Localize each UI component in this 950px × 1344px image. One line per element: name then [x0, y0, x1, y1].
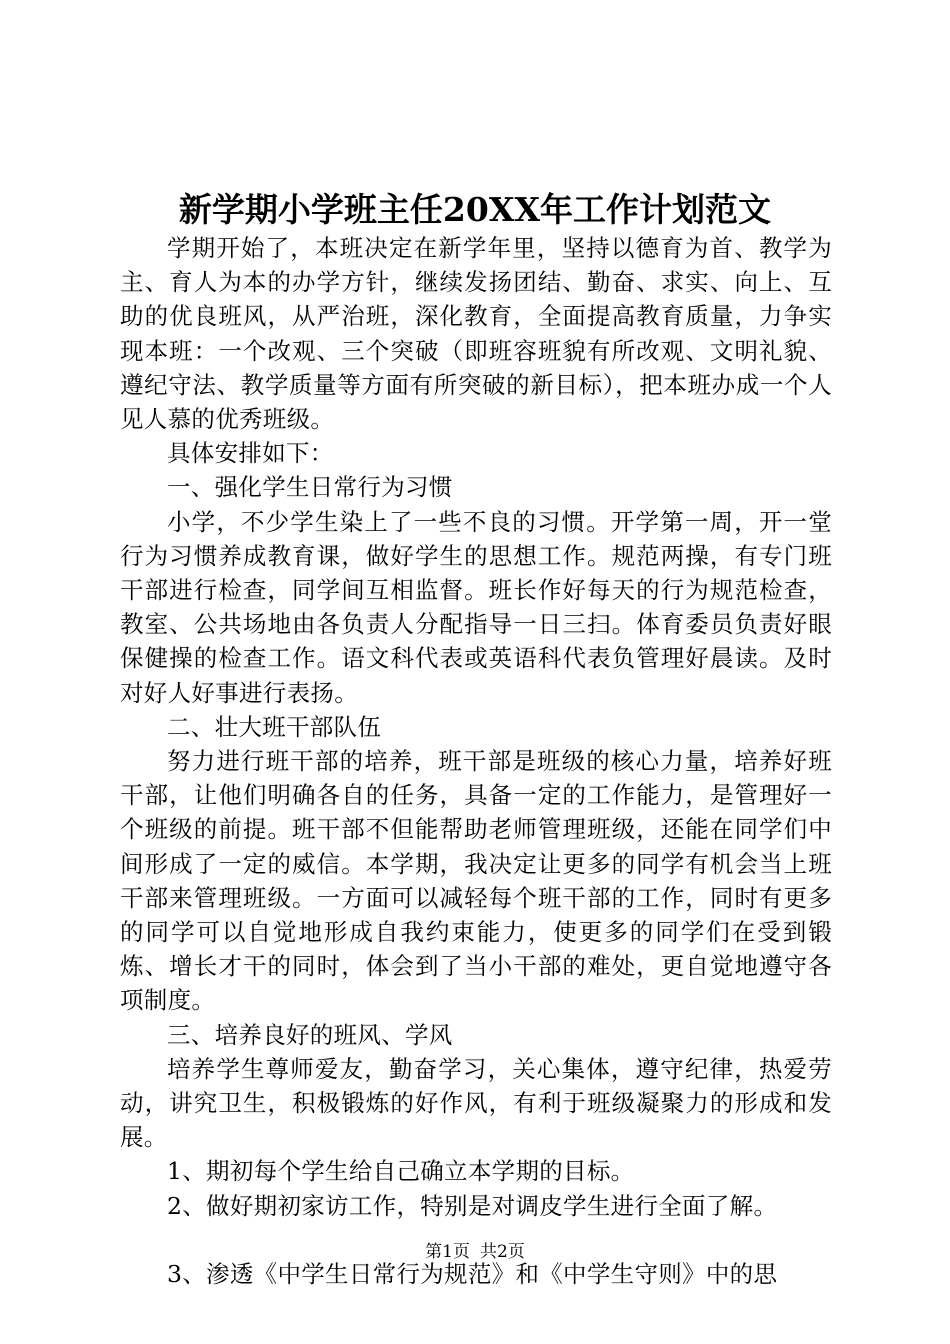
list-item-1: 1、期初每个学生给自己确立本学期的目标。: [167, 1157, 635, 1186]
page-footer: [0, 1240, 950, 1264]
section-heading-2: 二、壮大班干部队伍: [167, 712, 382, 741]
paragraph-arrangement: 具体安排如下：: [167, 439, 334, 468]
section-heading-3: 三、培养良好的班风、学风: [167, 1020, 453, 1049]
list-item-3: 3、渗透《中学生日常行为规范》和《中学生守则》中的思: [167, 1259, 778, 1288]
list-item-2: 2、做好期初家访工作，特别是对调皮学生进行全面了解。: [167, 1191, 778, 1220]
page-number: 第1页: [425, 1242, 470, 1262]
document-title: 新学期小学班主任20XX年工作计划范文: [178, 190, 772, 229]
paragraph-habits: 小学，不少学生染上了一些不良的习惯。开学第一周，开一堂行为习惯养成教育课，做好学生的思想工作。规范两操，有专门班干部进行检查，同学间互相监督。班长作好每天的行为规范检查，教室、公共场地由各负责人分配指导一日三扫。体育委员负责好眼保健操的检查工作。语文科代表或英语科代表负管理好晨读。及时对好人好事进行表扬。: [120, 507, 832, 707]
paragraph-class-cadres: 努力进行班干部的培养，班干部是班级的核心力量，培养好班干部，让他们明确各自的任务，具备一定的工作能力，是管理好一个班级的前提。班干部不但能帮助老师管理班级，还能在同学们中间形成了一定的威信。本学期，我决定让更多的同学有机会当上班干部来管理班级。一方面可以减轻每个班干部的工作，同时有更多的同学可以自觉地形成自我约束能力，使更多的同学们在受到锻炼、增长才干的同时，体会到了当小干部的难处，更自觉地遵守各项制度。: [120, 747, 832, 1015]
page-total: 共2页: [480, 1242, 525, 1262]
paragraph-intro: 学期开始了，本班决定在新学年里，坚持以德育为首、教学为主、育人为本的办学方针，继续发扬团结、勤奋、求实、向上、互助的优良班风，从严治班，深化教育，全面提高教育质量，力争实现本班：一个改观、三个突破（即班容班貌有所改观、文明礼貌、遵纪守法、教学质量等方面有所突破的新目标），把本班办成一个人见人慕的优秀班级。: [120, 234, 832, 434]
paragraph-class-style: 培养学生尊师爱友，勤奋学习，关心集体，遵守纪律，热爱劳动，讲究卫生，积极锻炼的好作风，有利于班级凝聚力的形成和发展。: [120, 1054, 832, 1152]
document-body: [120, 231, 832, 1291]
section-heading-1: 一、强化学生日常行为习惯: [167, 473, 453, 502]
